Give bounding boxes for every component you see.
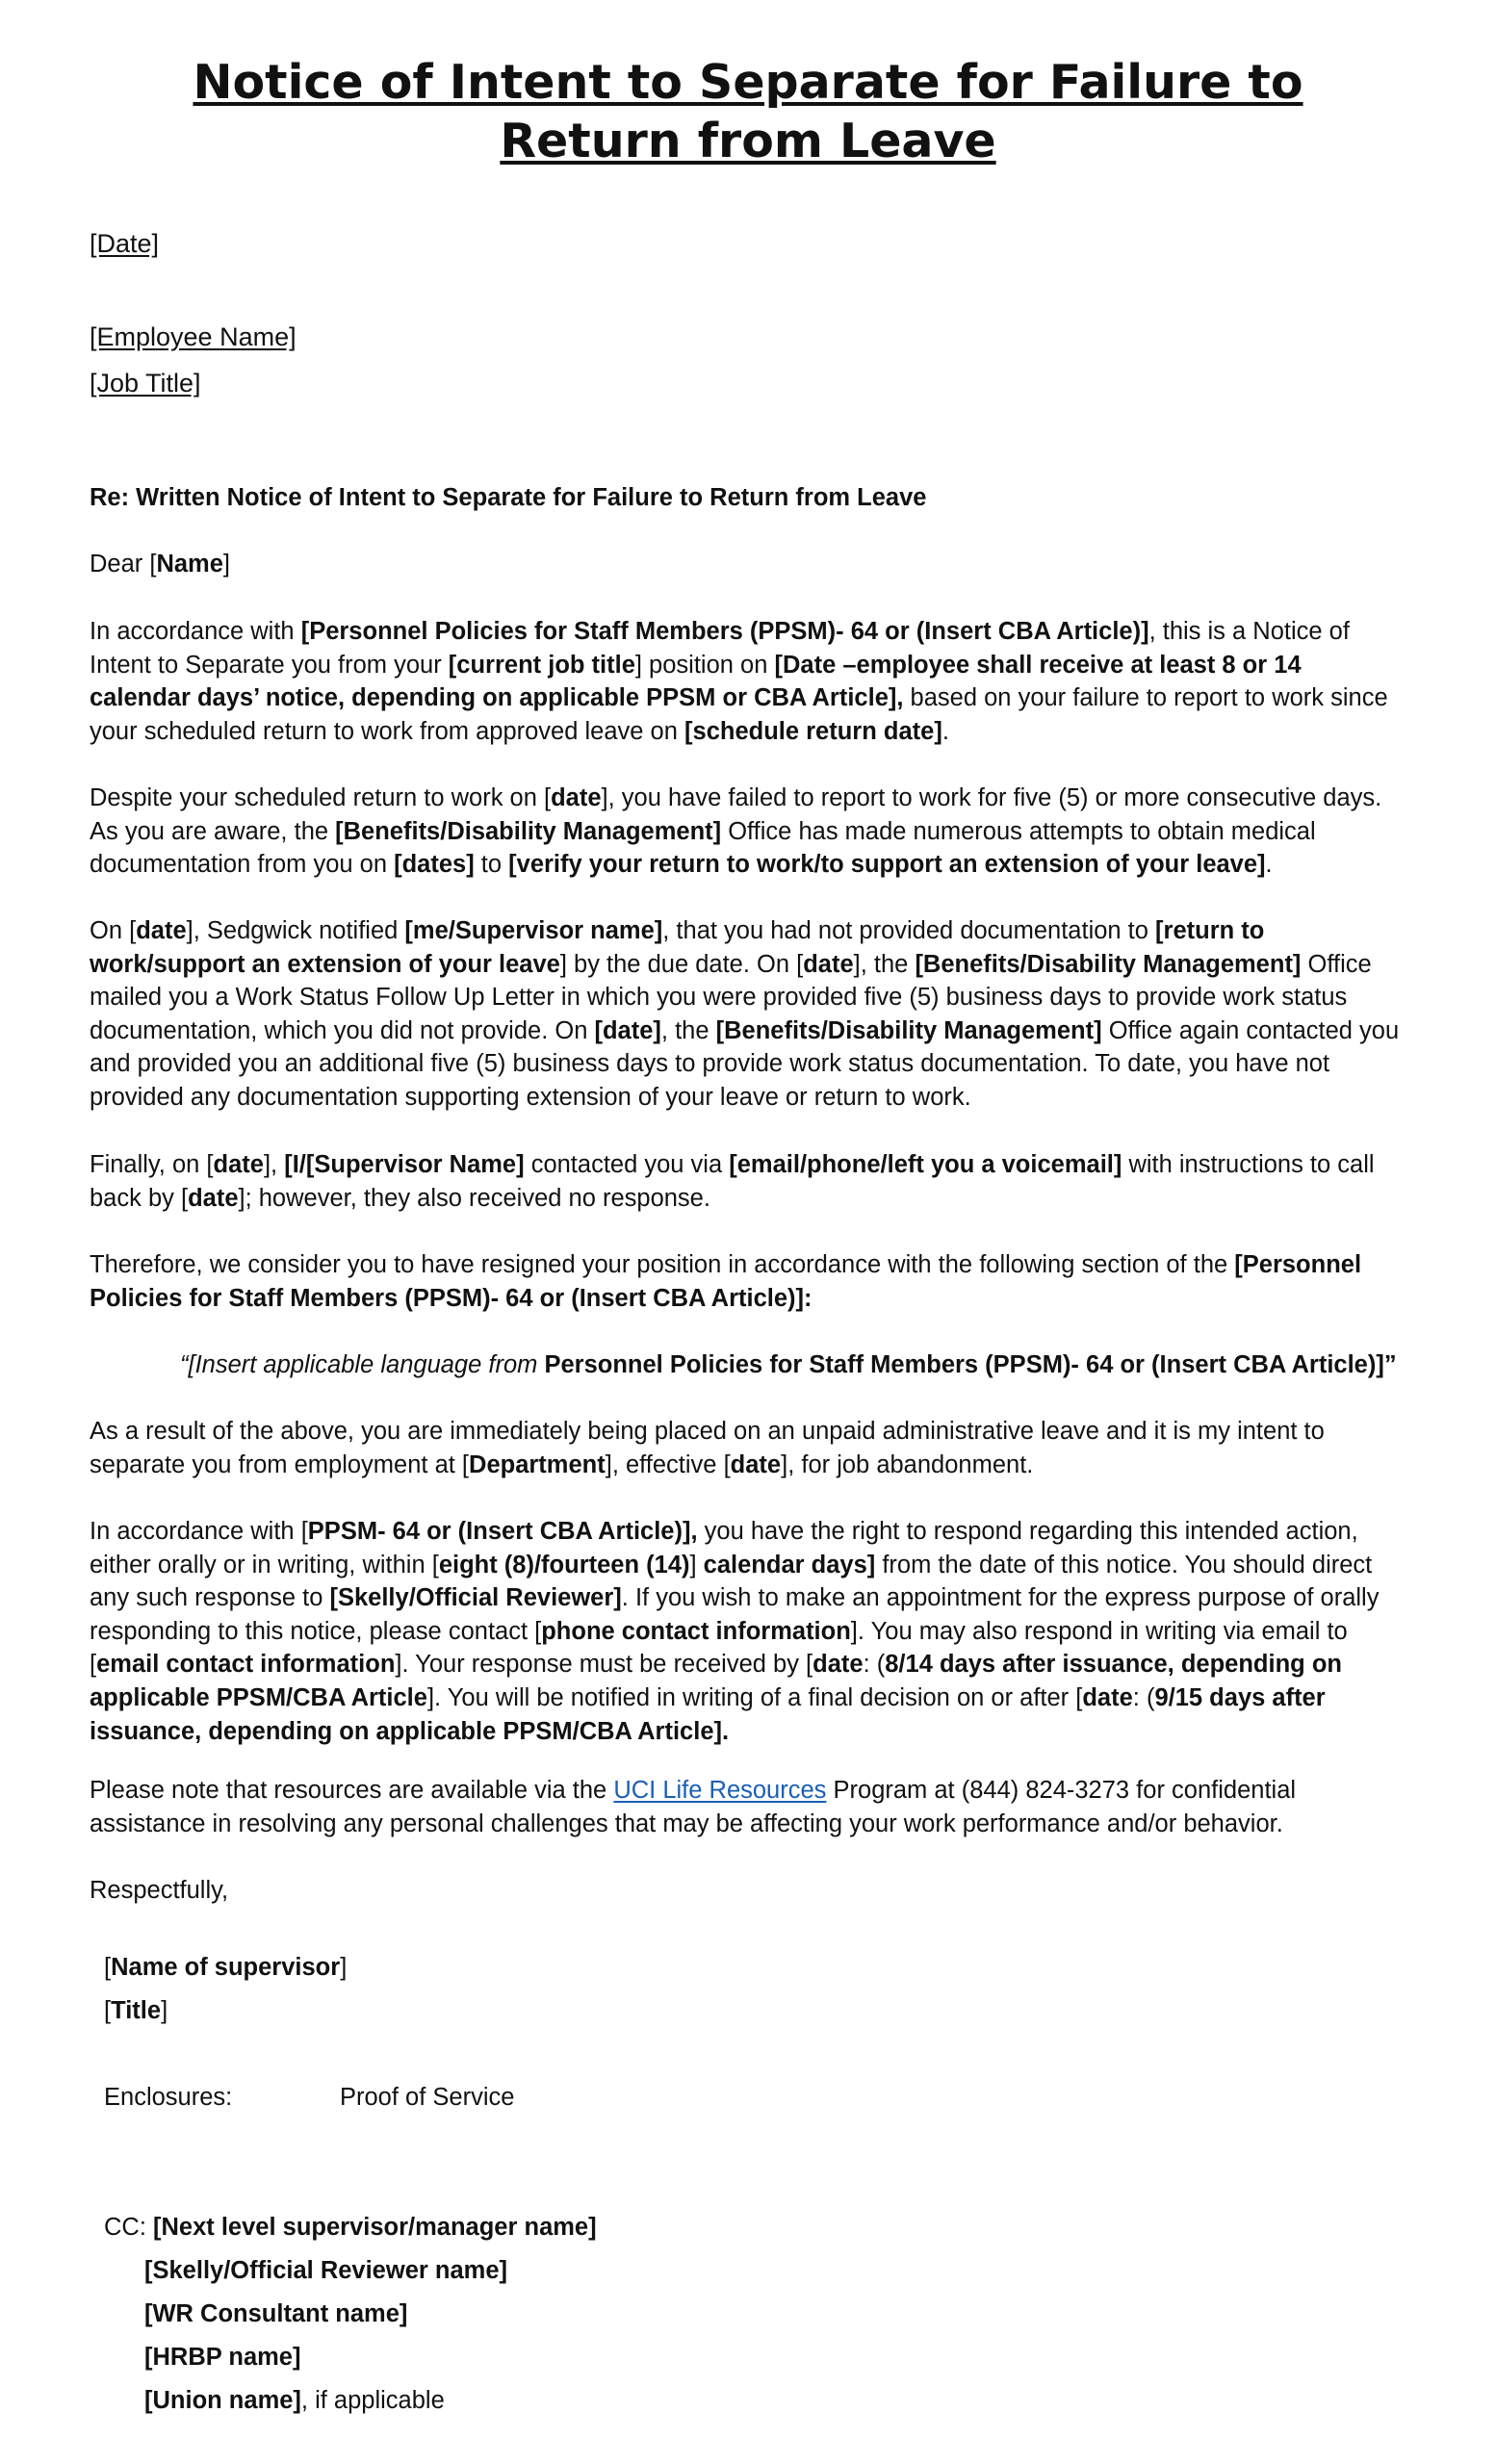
uci-life-resources-link[interactable]: UCI Life Resources <box>613 1777 827 1804</box>
document-title: Notice of Intent to Separate for Failure to Return from Leave <box>193 55 1303 168</box>
employee-name-placeholder: [Employee Name] <box>90 322 297 351</box>
enclosures: Enclosures: Proof of Service <box>104 2084 515 2111</box>
salutation: Dear [Name] <box>90 551 230 578</box>
job-title-placeholder: [Job Title] <box>90 369 201 398</box>
paragraph-resources: Please note that resources are available via the UCI Life Resources Program at (844) 824-3273 for confidential assistance in resolving any personal challenges that may be affecting your work performance and/or behavior. <box>90 1777 1297 1837</box>
cc-line-1: CC: [Next level supervisor/manager name] <box>104 2214 597 2241</box>
policy-quote: “[Insert applicable language from Personnel Policies for Staff Members (PPSM)- 64 or (Insert CBA Article)]” <box>180 1351 1397 1378</box>
paragraph-final-contact: Finally, on [date], [I/[Supervisor Name] contacted you via [email/phone/left you a voicemail] with instructions to call back by [date]; however, they also received no response. <box>90 1151 1375 1212</box>
paragraph-resignation: Therefore, we consider you to have resigned your position in accordance with the following section of the [Personnel Policies for Staff Members (PPSM)- 64 or (Insert CBA Article)]: <box>90 1251 1362 1312</box>
cc-line-5: [Union name], if applicable <box>144 2387 445 2414</box>
cc-line-3: [WR Consultant name] <box>144 2300 408 2327</box>
supervisor-title: [Title] <box>104 1997 168 2024</box>
date-placeholder: [Date] <box>90 229 160 258</box>
paragraph-administrative-leave: As a result of the above, you are immediately being placed on an unpaid administrative leave and it is my intent to separate you from employment at [Department], effective [date], for job abandonment. <box>90 1418 1325 1478</box>
cc-line-2: [Skelly/Official Reviewer name] <box>144 2257 507 2284</box>
paragraph-notice-intent: In accordance with [Personnel Policies for Staff Members (PPSM)- 64 or (Insert CBA Article)], this is a Notice of Intent to Separate you from your [current job title] position on [Date –employee shall receive at least 8 or 14 calendar days’ notice, depending on applicable PPSM or CBA Article], based on your failure to report to work since your scheduled return to work from approved leave on [schedule return date]. <box>90 618 1388 745</box>
paragraph-failure-to-report: Despite your scheduled return to work on [date], you have failed to report to work for five (5) or more consecutive days. As you are aware, the [Benefits/Disability Management] Office has made numerous attempts to obtain medical documentation from you on [dates] to [verify your return to work/to support an extension of your leave]. <box>90 784 1382 879</box>
re-line: Re: Written Notice of Intent to Separate for Failure to Return from Leave <box>90 484 927 511</box>
closing: Respectfully, <box>90 1877 229 1904</box>
paragraph-right-to-respond: In accordance with [PPSM- 64 or (Insert CBA Article)], you have the right to respond regarding this intended action, either orally or in writing, within [eight (8)/fourteen (14)] calendar days] from the date of this notice. You should direct any such response to [Skelly/Official Reviewer]. If you wish to make an appointment for the express purpose of orally responding to this notice, please contact [phone contact information]. You may also respond in writing via email to [email contact information]. Your response must be received by [date: (8/14 days after issuance, depending on applicable PPSM/CBA Article]. You will be notified in writing of a final decision on or after [date: (9/15 days after issuance, depending on applicable PPSM/CBA Article]. <box>90 1518 1380 1745</box>
cc-line-4: [HRBP name] <box>144 2344 301 2371</box>
paragraph-sedgwick-notification: On [date], Sedgwick notified [me/Supervisor name], that you had not provided documentation to [return to work/support an extension of your leave] by the due date. On [date], the [Benefits/Disability Management] Office mailed you a Work Status Follow Up Letter in which you were provided five (5) business days to provide work status documentation, which you did not provide. On [date], the [Benefits/Disability Management] Office again contacted you and provided you an additional five (5) business days to provide work status documentation. To date, you have not provided any documentation supporting extension of your leave or return to work. <box>90 917 1400 1111</box>
supervisor-name: [Name of supervisor] <box>104 1954 348 1981</box>
